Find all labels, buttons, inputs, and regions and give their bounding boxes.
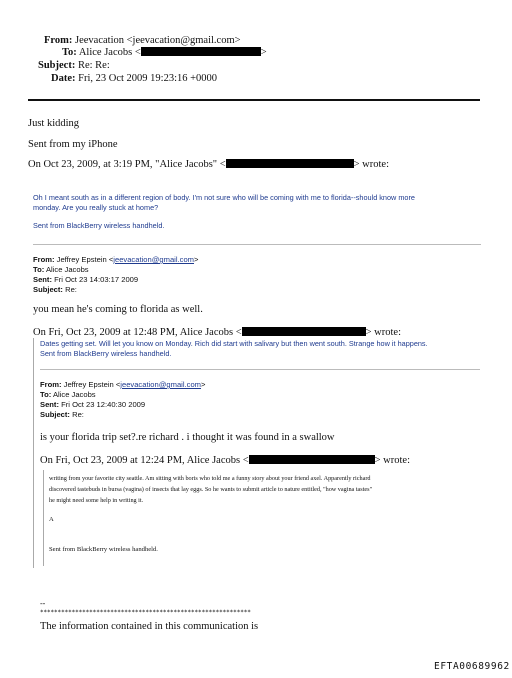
- quote-intro-end: > wrote:: [353, 159, 390, 170]
- sent-value: Fri Oct 23 12:40:30 2009: [61, 400, 146, 409]
- redaction-bar: [226, 159, 354, 168]
- quoted-text: Oh I meant south as in a different region of body. I'm not sure who will be coming with me to florida--should know more: [33, 193, 415, 202]
- sent-label: Sent:: [33, 275, 52, 284]
- subject-label: Subject:: [38, 60, 76, 71]
- from-label: From:: [40, 380, 62, 389]
- quote-intro: [28, 159, 389, 170]
- footer-info: The information contained in this communication is: [40, 621, 259, 632]
- msg2-body: you mean he's coming to florida as well.: [33, 304, 203, 315]
- subject-label: Subject:: [40, 410, 70, 419]
- quote-bar: [43, 470, 44, 566]
- email-link[interactable]: jeevacation@gmail.com: [113, 255, 195, 264]
- subject-value: Re:: [72, 410, 84, 419]
- email-link[interactable]: jeevacation@gmail.com: [120, 380, 202, 389]
- redaction-bar: [141, 47, 261, 56]
- quote-intro-text: On Oct 23, 2009, at 3:19 PM, "Alice Jacobs" <: [28, 159, 226, 170]
- redaction-bar: [242, 327, 366, 336]
- msg2-from-row: [33, 255, 198, 264]
- section-divider: [33, 244, 481, 245]
- from-label: From:: [44, 35, 73, 46]
- header-from-row: [44, 35, 241, 46]
- quote-intro-end: > wrote:: [374, 455, 410, 466]
- date-value: Fri, 23 Oct 2009 19:23:16 +0000: [78, 73, 218, 84]
- from-value: Jeevacation <jeevacation@gmail.com>: [75, 35, 241, 46]
- to-label: To:: [62, 47, 77, 58]
- to-value: Alice Jacobs: [45, 265, 89, 274]
- from-name: Jeffrey Epstein <: [63, 380, 121, 389]
- from-name: Jeffrey Epstein <: [56, 255, 114, 264]
- quote-intro-end: > wrote:: [365, 327, 401, 338]
- quote-intro-text: On Fri, Oct 23, 2009 at 12:24 PM, Alice Jacobs <: [40, 455, 249, 466]
- to-label: To:: [40, 390, 52, 399]
- to-label: To:: [33, 265, 45, 274]
- msg3-subject-row: [40, 410, 84, 419]
- quote-bar: [33, 338, 34, 568]
- inner-signature: Sent from BlackBerry wireless handheld.: [49, 546, 158, 553]
- from-end: >: [194, 255, 199, 264]
- inner-text: discovered tastebuds in bursa (vagina) of insects that lay eggs. So he wants to submit article to nature entitled, "how vagina tastes": [49, 486, 373, 493]
- quoted-text: monday. Are you really stuck at home?: [33, 203, 159, 212]
- reply-line: Just kidding: [28, 118, 80, 129]
- msg2-quote-intro: [33, 327, 401, 338]
- subject-value: Re:: [65, 285, 77, 294]
- bates-number: EFTA00689962: [434, 661, 510, 672]
- msg3-body: is your florida trip set?.re richard . i thought it was found in a swallow: [40, 432, 335, 443]
- section-divider: [40, 369, 480, 370]
- quoted-signature: Sent from BlackBerry wireless handheld.: [40, 349, 172, 358]
- msg3-from-row: [40, 380, 205, 389]
- reply-signature: Sent from my iPhone: [28, 139, 118, 150]
- redaction-bar: [249, 455, 375, 464]
- date-label: Date:: [51, 73, 76, 84]
- header-date-row: [51, 73, 217, 84]
- from-end: >: [201, 380, 206, 389]
- msg2-to-row: [33, 265, 89, 274]
- header-subject-row: [38, 60, 110, 71]
- inner-initial: A: [49, 516, 54, 523]
- inner-text: he might need some help in writing it.: [49, 497, 144, 504]
- footer-stars: ************************************************************: [40, 609, 251, 616]
- msg2-subject-row: [33, 285, 77, 294]
- to-value: Alice Jacobs <: [78, 47, 141, 58]
- msg2-sent-row: [33, 275, 138, 284]
- quote-intro-text: On Fri, Oct 23, 2009 at 12:48 PM, Alice Jacobs <: [33, 327, 242, 338]
- subject-label: Subject:: [33, 285, 63, 294]
- footer-dashes: --: [40, 599, 46, 608]
- quoted-text: Dates getting set. Will let you know on Monday. Rich did start with salivary but then went south. Strange how it happens.: [40, 339, 428, 348]
- msg3-to-row: [40, 390, 96, 399]
- subject-value: Re: Re:: [77, 60, 110, 71]
- sent-label: Sent:: [40, 400, 59, 409]
- to-value-end: >: [260, 47, 267, 58]
- msg3-quote-intro: [40, 455, 410, 466]
- header-divider: [28, 99, 480, 101]
- msg3-sent-row: [40, 400, 145, 409]
- to-value: Alice Jacobs: [52, 390, 96, 399]
- header-to-row: [62, 47, 267, 58]
- quoted-signature: Sent from BlackBerry wireless handheld.: [33, 221, 165, 230]
- from-label: From:: [33, 255, 55, 264]
- sent-value: Fri Oct 23 14:03:17 2009: [54, 275, 139, 284]
- inner-text: writing from your favorite city seattle. Am sitting with boris who told me a funny story about your friend axel. Apparently richard: [49, 475, 371, 482]
